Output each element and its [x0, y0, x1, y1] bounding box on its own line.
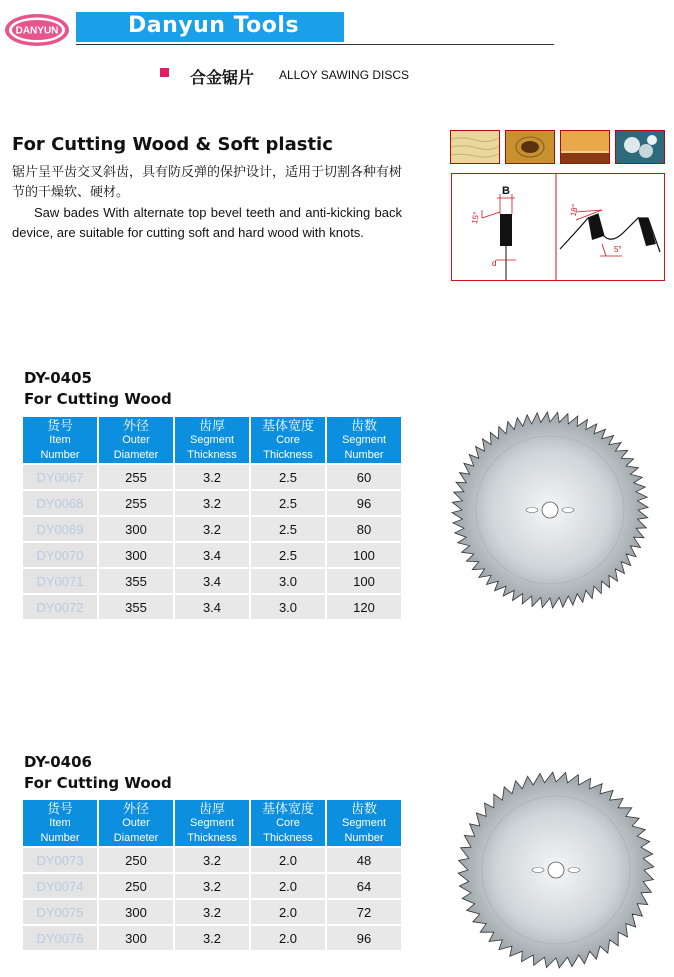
saw-blade-pin-hole: [562, 508, 574, 513]
brand-title: Danyun Tools: [128, 13, 300, 38]
logo-text: DANYUN: [15, 25, 59, 37]
col-header-segment-thickness: 齿厚 Segment Thickness: [175, 800, 249, 846]
category-title-zh: 合金锯片: [190, 70, 255, 87]
table-header-row: [23, 800, 401, 846]
table-row: DY0072 355 3.4 3.0 120: [23, 595, 401, 619]
header-rule: [76, 44, 554, 45]
hardwood-sample-image: [560, 130, 610, 164]
table-row: DY0075 300 3.2 2.0 72: [23, 900, 401, 924]
description-zh: 锯片呈平齿交叉斜齿，具有防反弹的保护设计，适用于切割各种有树节的干燥软、硬材。: [12, 164, 403, 199]
product-subtitle-2: For Cutting Wood: [24, 774, 172, 792]
category-title-en: ALLOY SAWING DISCS: [279, 68, 410, 82]
col-header-segment-number: 齿数 Segment Number: [327, 800, 401, 846]
product-model-2: DY-0406: [24, 753, 92, 771]
label-b: B: [502, 185, 510, 197]
col-header-item: 货号 Item Number: [23, 417, 97, 463]
saw-blade-arbor-hole: [542, 502, 558, 518]
table-row: DY0074 250 3.2 2.0 64: [23, 874, 401, 898]
angle-15-label: 15°: [470, 211, 482, 225]
table-row: DY0067 255 3.2 2.5 60: [23, 465, 401, 489]
product-model-1: DY-0405: [24, 369, 92, 387]
table-header-row: [23, 417, 401, 463]
col-header-item: 货号 Item Number: [23, 800, 97, 846]
product-subtitle-1: For Cutting Wood: [24, 390, 172, 408]
saw-blade-pin-hole: [568, 868, 580, 873]
spec-table-2: [21, 798, 403, 952]
table-row: DY0076 300 3.2 2.0 96: [23, 926, 401, 950]
tooth-geometry-diagram: [451, 173, 665, 281]
col-header-segment-thickness: 齿厚 Segment Thickness: [175, 417, 249, 463]
col-header-segment-number: 齿数 Segment Number: [327, 417, 401, 463]
softwood-sample-image: [450, 130, 500, 164]
saw-blade-image-1: [450, 410, 650, 610]
description-en: Saw bades With alternate top bevel teeth and anti-kicking back device, are suitable for cutting soft and hard wood with knots.: [12, 205, 402, 240]
plastic-sample-image: [615, 130, 665, 164]
category-bullet-icon: [160, 68, 169, 77]
section-title: For Cutting Wood & Soft plastic: [12, 134, 333, 155]
col-header-core: 基体宽度 Core Thickness: [251, 417, 325, 463]
danyun-logo: [3, 12, 71, 48]
saw-blade-image-2: [456, 770, 656, 970]
saw-blade-pin-hole: [526, 508, 538, 513]
col-header-outer: 外径 Outer Diameter: [99, 800, 173, 846]
table-row: DY0070 300 3.4 2.5 100: [23, 543, 401, 567]
col-header-outer: 外径 Outer Diameter: [99, 417, 173, 463]
table-row: DY0071 355 3.4 3.0 100: [23, 569, 401, 593]
spec-table-1: [21, 415, 403, 621]
angle-5-label: 5°: [614, 245, 622, 254]
saw-blade-pin-hole: [532, 868, 544, 873]
angle-d-label: d: [492, 259, 497, 268]
table-row: DY0068 255 3.2 2.5 96: [23, 491, 401, 515]
angle-18-label: 18°: [568, 203, 580, 218]
table-row: DY0069 300 3.2 2.5 80: [23, 517, 401, 541]
col-header-core: 基体宽度 Core Thickness: [251, 800, 325, 846]
saw-blade-arbor-hole: [548, 862, 564, 878]
table-row: DY0073 250 3.2 2.0 48: [23, 848, 401, 872]
knotted-wood-sample-image: [505, 130, 555, 164]
